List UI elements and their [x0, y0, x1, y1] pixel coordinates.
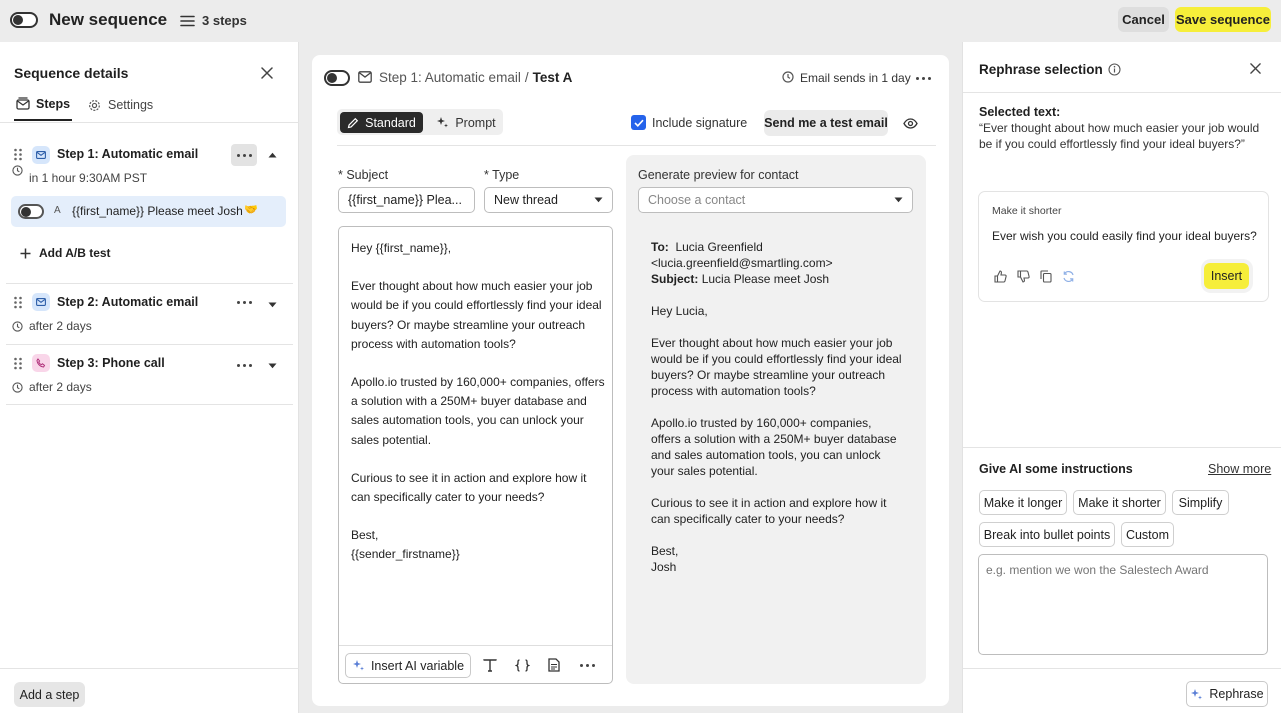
send-test-email-button[interactable]: Send me a test email — [764, 110, 888, 136]
step-editor — [312, 55, 949, 706]
mode-tabs — [337, 109, 503, 135]
tab-standard[interactable] — [340, 112, 423, 133]
clock-icon — [12, 321, 23, 332]
rephrase-button[interactable] — [1186, 681, 1268, 707]
close-icon — [261, 67, 273, 79]
step-title[interactable]: Step 1: Automatic email — [57, 147, 199, 161]
drag-handle-icon[interactable] — [13, 357, 23, 370]
phone-icon — [36, 358, 46, 368]
eye-icon — [903, 118, 918, 129]
subject-value: Lucia Please meet Josh — [701, 272, 830, 286]
step-title[interactable]: Step 2: Automatic email — [57, 295, 199, 309]
mail-icon — [358, 71, 372, 83]
thumbs-down-button[interactable] — [1015, 268, 1031, 284]
subject-label: * Subject — [338, 168, 389, 182]
sparkle-icon — [1190, 688, 1203, 701]
preview-toggle-button[interactable] — [899, 113, 921, 133]
divider — [963, 447, 1281, 448]
clock-icon — [782, 71, 794, 83]
preview-label: Generate preview for contact — [638, 168, 799, 182]
chip-make-longer[interactable]: Make it longer — [979, 490, 1067, 515]
suggestion-label: Make it shorter — [992, 205, 1062, 217]
pencil-icon — [347, 117, 359, 129]
insert-ai-variable-label: Insert AI variable — [370, 658, 465, 673]
more-icon — [237, 301, 252, 304]
contact-placeholder: Choose a contact — [648, 193, 746, 207]
step-active-toggle[interactable] — [324, 70, 350, 86]
sequence-active-toggle[interactable] — [10, 12, 38, 28]
mail-icon — [36, 298, 46, 306]
handshake-icon: 🤝 — [244, 204, 258, 216]
divider — [337, 145, 936, 146]
suggestion-card — [978, 191, 1269, 302]
body-paragraph: Apollo.io trusted by 160,000+ companies, offers a solution with a 250M+ buyer database and sales automation tools, you can unlock your sales potential. — [351, 375, 605, 447]
email-step-badge — [32, 293, 50, 311]
instructions-textarea[interactable] — [978, 554, 1268, 655]
more-icon — [237, 154, 252, 157]
copy-button[interactable] — [1038, 268, 1054, 284]
body-paragraph: Best, {{sender_firstname}} — [351, 528, 460, 562]
steps-icon — [16, 97, 30, 110]
divider — [0, 122, 299, 123]
preview-paragraph: Apollo.io trusted by 160,000+ companies, offers a solution with a 250M+ buyer database and sales automation tools, you can unlock your sales potential. — [651, 416, 897, 478]
chevron-down-icon[interactable] — [268, 363, 277, 369]
close-sidebar-button[interactable] — [258, 64, 276, 82]
drag-handle-icon[interactable] — [13, 296, 23, 309]
chevron-up-icon[interactable] — [268, 152, 277, 158]
plus-icon — [20, 248, 31, 259]
preview-header — [651, 239, 903, 287]
type-value: New thread — [494, 193, 558, 207]
add-step-button[interactable]: Add a step — [14, 682, 85, 707]
phone-step-badge — [32, 354, 50, 372]
tab-prompt[interactable] — [432, 112, 500, 133]
document-icon — [548, 658, 560, 672]
rephrase-title: Rephrase selection — [979, 62, 1103, 77]
step-name: Step 1: Automatic email — [379, 70, 521, 85]
preview-paragraph: Hey Lucia, — [651, 304, 708, 318]
checkbox-icon — [634, 119, 644, 127]
thumbs-down-icon — [1017, 270, 1030, 283]
tab-standard-label: Standard — [365, 115, 416, 130]
info-icon[interactable] — [1108, 63, 1121, 76]
text-format-icon — [483, 659, 497, 672]
editor-more-button[interactable] — [912, 68, 934, 88]
chevron-down-icon — [594, 197, 603, 203]
insert-button[interactable]: Insert — [1204, 263, 1249, 289]
copy-icon — [1040, 270, 1052, 283]
more-icon — [916, 77, 931, 80]
tab-steps-label: Steps — [36, 97, 71, 111]
editor-header-title — [379, 70, 572, 85]
chip-custom[interactable]: Custom — [1121, 522, 1174, 547]
refresh-icon — [1062, 270, 1075, 283]
braces-icon — [515, 659, 530, 672]
step-more-button[interactable] — [231, 144, 257, 166]
send-info: Email sends in 1 day — [800, 71, 911, 85]
instructions-title: Give AI some instructions — [979, 462, 1133, 476]
include-signature-label[interactable]: Include signature — [652, 116, 748, 130]
more-icon — [237, 364, 252, 367]
save-sequence-button[interactable]: Save sequence — [1175, 7, 1271, 32]
thumbs-up-button[interactable] — [992, 268, 1008, 284]
body-paragraph: Curious to see it in action and explore how it can specifically cater to your needs? — [351, 470, 587, 505]
close-icon — [1250, 63, 1261, 74]
email-body-text[interactable] — [351, 239, 607, 584]
gear-icon — [88, 99, 101, 112]
top-bar — [0, 0, 1281, 42]
chip-make-shorter[interactable]: Make it shorter — [1073, 490, 1166, 515]
body-paragraph: Hey {{first_name}}, — [351, 241, 452, 255]
tab-steps[interactable] — [14, 97, 72, 121]
divider — [0, 668, 299, 669]
clock-icon — [12, 382, 23, 393]
chevron-down-icon[interactable] — [268, 302, 277, 308]
step-more-button[interactable] — [231, 355, 257, 375]
body-paragraph: Ever thought about how much easier your job would be if you could effortlessly find your ideal buyers? Or maybe streamline your outreach process with automation tools? — [351, 279, 602, 351]
step-card-1 — [0, 134, 299, 284]
sequence-title[interactable]: New sequence — [49, 10, 168, 29]
sparkle-icon — [436, 116, 449, 129]
rephrase-button-label: Rephrase — [1209, 687, 1264, 701]
regenerate-button[interactable] — [1060, 268, 1076, 284]
type-select[interactable] — [484, 187, 613, 213]
tab-settings-label: Settings — [108, 98, 154, 112]
steps-count-label: 3 steps — [202, 13, 247, 28]
preview-paragraph: Best, Josh — [651, 544, 679, 574]
list-icon — [180, 15, 195, 27]
panel-title: Sequence details — [14, 65, 129, 81]
sparkle-icon — [352, 659, 365, 672]
selected-text-label: Selected text: — [979, 105, 1061, 119]
variant-name: Test A — [532, 70, 573, 85]
preview-email — [651, 239, 903, 591]
insert-template-button[interactable] — [545, 656, 563, 674]
type-label: * Type — [484, 168, 520, 182]
variant-row-a[interactable] — [11, 196, 286, 227]
step-more-button[interactable] — [231, 292, 257, 312]
contact-select[interactable] — [638, 187, 913, 213]
steps-count-indicator[interactable] — [180, 13, 247, 28]
header-separator: / — [524, 70, 529, 85]
email-body-editor[interactable] — [338, 226, 613, 684]
step-card-3 — [0, 345, 299, 405]
suggestion-text: Ever wish you could easily find your ideal buyers? — [992, 229, 1257, 243]
insert-variable-button[interactable] — [513, 656, 531, 674]
add-ab-test-button[interactable] — [20, 246, 111, 260]
variant-toggle[interactable] — [18, 204, 44, 219]
cancel-button[interactable]: Cancel — [1118, 7, 1169, 32]
close-rephrase-button[interactable] — [1246, 59, 1264, 77]
tab-settings[interactable] — [88, 98, 153, 112]
step-title[interactable]: Step 3: Phone call — [57, 356, 165, 370]
include-signature-checkbox[interactable] — [631, 115, 646, 130]
more-tools-button[interactable] — [577, 656, 597, 674]
divider — [339, 645, 612, 646]
tab-prompt-label: Prompt — [455, 115, 496, 130]
variant-letter: A — [54, 205, 61, 216]
subject-label: Subject: — [651, 272, 699, 286]
chevron-down-icon — [894, 197, 903, 203]
divider — [963, 92, 1281, 93]
email-step-badge — [32, 146, 50, 164]
preview-paragraph: Curious to see it in action and explore how it can specifically cater to your needs? — [651, 496, 887, 526]
variant-subject: {{first_name}} Please meet Josh — [72, 204, 243, 218]
rephrase-panel — [962, 42, 1281, 713]
sequence-details-panel — [0, 42, 299, 713]
divider — [6, 404, 293, 405]
show-more-link[interactable]: Show more — [1208, 462, 1272, 476]
step-timing: after 2 days — [29, 380, 92, 394]
drag-handle-icon[interactable] — [13, 148, 23, 161]
preview-panel — [626, 155, 926, 684]
preview-paragraph: Ever thought about how much easier your job would be if you could effortlessly find your ideal buyers? Or maybe streamline your outreach process with automation tools? — [651, 336, 902, 398]
mail-icon — [36, 151, 46, 159]
insert-ai-variable-button[interactable] — [345, 653, 471, 678]
step-timing: in 1 hour 9:30AM PST — [29, 171, 148, 185]
chip-simplify[interactable]: Simplify — [1172, 490, 1229, 515]
clock-icon — [12, 165, 23, 176]
step-timing: after 2 days — [29, 319, 92, 333]
to-label: To: — [651, 240, 669, 254]
add-ab-test-label: Add A/B test — [39, 246, 111, 260]
subject-input[interactable]: {{first_name}} Plea... — [338, 187, 475, 213]
chip-bullet-points[interactable]: Break into bullet points — [979, 522, 1115, 547]
selected-text: “Ever thought about how much easier your job would be if you could effortlessly find your ideal buyers?” — [979, 121, 1260, 151]
to-value: Lucia Greenfield <lucia.greenfield@smartling.com> — [651, 240, 833, 270]
more-icon — [580, 664, 595, 667]
thumbs-up-icon — [994, 270, 1007, 283]
step-card-2 — [0, 284, 299, 344]
text-format-button[interactable] — [481, 656, 499, 674]
divider — [963, 668, 1281, 669]
